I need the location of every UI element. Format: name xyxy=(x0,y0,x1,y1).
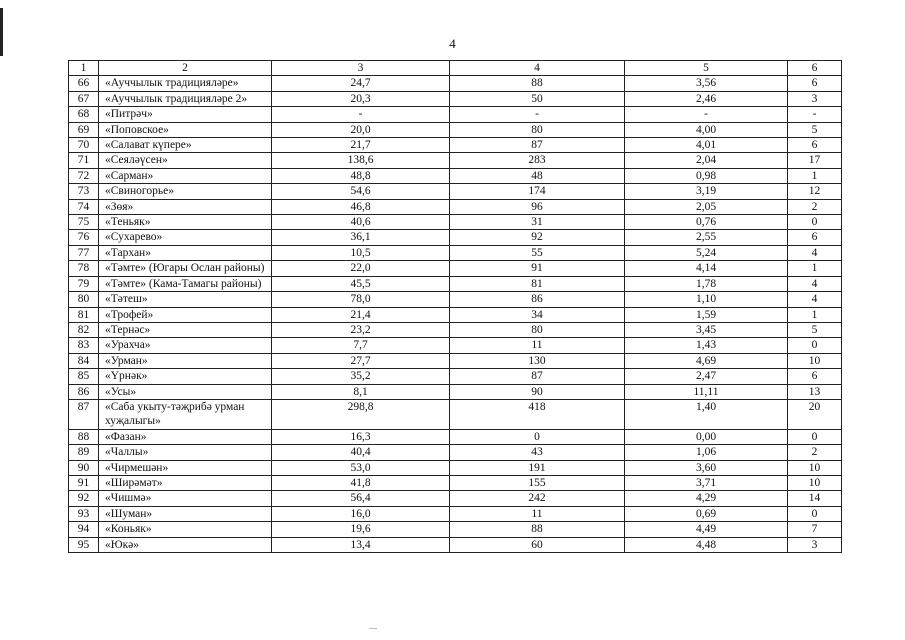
row-value-5: 2,46 xyxy=(625,91,788,106)
row-number: 89 xyxy=(69,445,99,460)
row-value-5: 4,49 xyxy=(625,522,788,537)
column-header-4: 4 xyxy=(450,61,625,76)
row-value-5: 4,00 xyxy=(625,122,788,137)
row-value-4: 80 xyxy=(450,322,625,337)
row-value-6: 0 xyxy=(788,506,842,521)
row-number: 71 xyxy=(69,153,99,168)
row-number: 67 xyxy=(69,91,99,106)
row-value-4: 91 xyxy=(450,261,625,276)
row-name: «Саба укыту-тәҗрибә урман хуҗалыгы» xyxy=(99,399,272,429)
row-value-6: 7 xyxy=(788,522,842,537)
row-value-3: 8,1 xyxy=(272,384,450,399)
table-row xyxy=(69,276,842,291)
row-value-6: 2 xyxy=(788,445,842,460)
row-value-3: 53,0 xyxy=(272,460,450,475)
row-number: 75 xyxy=(69,215,99,230)
row-value-5: 4,69 xyxy=(625,353,788,368)
row-name: «Сарман» xyxy=(99,168,272,183)
row-value-6: 17 xyxy=(788,153,842,168)
table-row xyxy=(69,199,842,214)
row-value-6: 0 xyxy=(788,338,842,353)
row-number: 86 xyxy=(69,384,99,399)
row-number: 93 xyxy=(69,506,99,521)
row-number: 90 xyxy=(69,460,99,475)
row-value-6: 12 xyxy=(788,184,842,199)
row-name: «Теньяк» xyxy=(99,215,272,230)
table-row xyxy=(69,353,842,368)
row-value-5: 0,98 xyxy=(625,168,788,183)
row-value-5: 1,06 xyxy=(625,445,788,460)
row-value-3: 23,2 xyxy=(272,322,450,337)
row-value-3: 40,4 xyxy=(272,445,450,460)
row-value-6: 13 xyxy=(788,384,842,399)
table-row xyxy=(69,76,842,91)
row-value-6: 6 xyxy=(788,230,842,245)
row-value-4: 88 xyxy=(450,76,625,91)
row-value-4: 90 xyxy=(450,384,625,399)
scan-dot-mark xyxy=(369,628,377,629)
row-value-4: 130 xyxy=(450,353,625,368)
row-value-3: 13,4 xyxy=(272,537,450,552)
row-value-6: 1 xyxy=(788,261,842,276)
row-value-6: 6 xyxy=(788,138,842,153)
row-value-6: 3 xyxy=(788,537,842,552)
table-row xyxy=(69,245,842,260)
row-value-4: 242 xyxy=(450,491,625,506)
row-name: «Салават күпере» xyxy=(99,138,272,153)
table-row xyxy=(69,122,842,137)
row-value-3: 24,7 xyxy=(272,76,450,91)
row-value-3: 16,3 xyxy=(272,429,450,444)
row-value-5: 0,76 xyxy=(625,215,788,230)
row-value-4: 43 xyxy=(450,445,625,460)
row-number: 92 xyxy=(69,491,99,506)
row-number: 80 xyxy=(69,292,99,307)
row-value-3: - xyxy=(272,107,450,122)
page-number: 4 xyxy=(449,36,456,51)
table-row xyxy=(69,506,842,521)
row-value-6: 5 xyxy=(788,122,842,137)
row-value-5: 4,01 xyxy=(625,138,788,153)
table-row xyxy=(69,445,842,460)
row-value-4: 92 xyxy=(450,230,625,245)
row-value-3: 48,8 xyxy=(272,168,450,183)
row-value-4: 174 xyxy=(450,184,625,199)
row-value-4: 80 xyxy=(450,122,625,137)
row-name: «Урахча» xyxy=(99,338,272,353)
row-name: «Сухарево» xyxy=(99,230,272,245)
row-number: 85 xyxy=(69,369,99,384)
row-number: 84 xyxy=(69,353,99,368)
row-number: 83 xyxy=(69,338,99,353)
row-value-4: 86 xyxy=(450,292,625,307)
table-row xyxy=(69,261,842,276)
row-value-4: 191 xyxy=(450,460,625,475)
table-row xyxy=(69,384,842,399)
row-number: 79 xyxy=(69,276,99,291)
row-name: «Урман» xyxy=(99,353,272,368)
row-name: «Юкә» xyxy=(99,537,272,552)
row-name: «Ауччылык традицияләре 2» xyxy=(99,91,272,106)
row-name: «Шуман» xyxy=(99,506,272,521)
table-row xyxy=(69,168,842,183)
row-value-5: 0,00 xyxy=(625,429,788,444)
table-body xyxy=(69,76,842,553)
row-value-6: 4 xyxy=(788,292,842,307)
row-value-3: 36,1 xyxy=(272,230,450,245)
row-value-5: 1,10 xyxy=(625,292,788,307)
row-value-3: 21,4 xyxy=(272,307,450,322)
row-name: «Тәмте» (Кама-Тамагы районы) xyxy=(99,276,272,291)
table-row xyxy=(69,429,842,444)
row-value-3: 20,3 xyxy=(272,91,450,106)
row-value-6: 5 xyxy=(788,322,842,337)
row-value-5: 2,55 xyxy=(625,230,788,245)
table-row xyxy=(69,215,842,230)
row-value-3: 40,6 xyxy=(272,215,450,230)
column-header-6: 6 xyxy=(788,61,842,76)
row-value-4: 34 xyxy=(450,307,625,322)
row-value-4: 88 xyxy=(450,522,625,537)
row-value-3: 56,4 xyxy=(272,491,450,506)
row-value-5: 1,40 xyxy=(625,399,788,429)
row-number: 74 xyxy=(69,199,99,214)
row-value-4: 11 xyxy=(450,506,625,521)
row-value-3: 298,8 xyxy=(272,399,450,429)
table-row xyxy=(69,91,842,106)
row-value-6: 10 xyxy=(788,460,842,475)
column-header-5: 5 xyxy=(625,61,788,76)
row-value-6: 1 xyxy=(788,307,842,322)
row-value-3: 10,5 xyxy=(272,245,450,260)
table-row xyxy=(69,230,842,245)
row-value-3: 138,6 xyxy=(272,153,450,168)
row-value-6: 14 xyxy=(788,491,842,506)
row-value-6: 3 xyxy=(788,91,842,106)
row-value-5: 1,78 xyxy=(625,276,788,291)
row-name: «Свиногорье» xyxy=(99,184,272,199)
row-value-5: 2,04 xyxy=(625,153,788,168)
row-number: 70 xyxy=(69,138,99,153)
row-value-5: 4,48 xyxy=(625,537,788,552)
row-value-4: 55 xyxy=(450,245,625,260)
row-value-4: 418 xyxy=(450,399,625,429)
row-value-4: 96 xyxy=(450,199,625,214)
table-header xyxy=(69,61,842,76)
row-value-5: 3,19 xyxy=(625,184,788,199)
row-number: 88 xyxy=(69,429,99,444)
table-row xyxy=(69,107,842,122)
row-value-5: 2,05 xyxy=(625,199,788,214)
row-value-6: 20 xyxy=(788,399,842,429)
row-value-5: 3,56 xyxy=(625,76,788,91)
table-row xyxy=(69,292,842,307)
row-number: 73 xyxy=(69,184,99,199)
row-number: 78 xyxy=(69,261,99,276)
row-name: «Ауччылык традицияләре» xyxy=(99,76,272,91)
row-name: «Тәмте» (Югары Ослан районы) xyxy=(99,261,272,276)
row-value-4: 0 xyxy=(450,429,625,444)
row-value-6: 4 xyxy=(788,245,842,260)
table-row xyxy=(69,307,842,322)
table-row xyxy=(69,491,842,506)
row-value-5: 5,24 xyxy=(625,245,788,260)
row-value-3: 54,6 xyxy=(272,184,450,199)
row-number: 94 xyxy=(69,522,99,537)
row-value-3: 22,0 xyxy=(272,261,450,276)
row-name: «Питрәч» xyxy=(99,107,272,122)
row-value-6: 6 xyxy=(788,369,842,384)
row-value-3: 78,0 xyxy=(272,292,450,307)
table-row xyxy=(69,399,842,429)
row-value-4: 283 xyxy=(450,153,625,168)
row-name: «Трофей» xyxy=(99,307,272,322)
row-value-6: 1 xyxy=(788,168,842,183)
row-name: «Поповское» xyxy=(99,122,272,137)
row-value-5: 11,11 xyxy=(625,384,788,399)
row-value-3: 46,8 xyxy=(272,199,450,214)
row-value-3: 7,7 xyxy=(272,338,450,353)
data-table xyxy=(68,60,842,553)
row-name: «Тернәс» xyxy=(99,322,272,337)
row-name: «Усы» xyxy=(99,384,272,399)
table-row xyxy=(69,460,842,475)
row-value-5: 4,29 xyxy=(625,491,788,506)
table-row xyxy=(69,322,842,337)
row-value-6: 10 xyxy=(788,353,842,368)
row-value-3: 16,0 xyxy=(272,506,450,521)
table-row xyxy=(69,522,842,537)
row-value-5: 0,69 xyxy=(625,506,788,521)
row-value-6: - xyxy=(788,107,842,122)
row-number: 66 xyxy=(69,76,99,91)
row-value-6: 10 xyxy=(788,475,842,490)
row-value-6: 0 xyxy=(788,215,842,230)
row-value-4: 87 xyxy=(450,138,625,153)
row-value-4: 81 xyxy=(450,276,625,291)
row-name: «Чаллы» xyxy=(99,445,272,460)
table-row xyxy=(69,138,842,153)
row-name: «Тархан» xyxy=(99,245,272,260)
row-value-4: 48 xyxy=(450,168,625,183)
row-value-6: 6 xyxy=(788,76,842,91)
row-number: 69 xyxy=(69,122,99,137)
row-value-3: 19,6 xyxy=(272,522,450,537)
row-number: 91 xyxy=(69,475,99,490)
column-header-3: 3 xyxy=(272,61,450,76)
row-name: «Үрнәк» xyxy=(99,369,272,384)
row-number: 81 xyxy=(69,307,99,322)
row-value-3: 27,7 xyxy=(272,353,450,368)
row-value-4: 50 xyxy=(450,91,625,106)
row-value-5: 3,71 xyxy=(625,475,788,490)
row-value-4: 155 xyxy=(450,475,625,490)
row-name: «Тәтеш» xyxy=(99,292,272,307)
row-number: 82 xyxy=(69,322,99,337)
row-name: «Зөя» xyxy=(99,199,272,214)
row-name: «Коньяк» xyxy=(99,522,272,537)
row-name: «Чирмешән» xyxy=(99,460,272,475)
row-number: 72 xyxy=(69,168,99,183)
table-row xyxy=(69,153,842,168)
row-value-3: 20,0 xyxy=(272,122,450,137)
row-value-5: 3,60 xyxy=(625,460,788,475)
row-number: 95 xyxy=(69,537,99,552)
table-row xyxy=(69,537,842,552)
row-value-4: 11 xyxy=(450,338,625,353)
row-name: «Сеяләүсен» xyxy=(99,153,272,168)
row-number: 77 xyxy=(69,245,99,260)
table-row xyxy=(69,475,842,490)
row-number: 68 xyxy=(69,107,99,122)
row-number: 76 xyxy=(69,230,99,245)
row-value-5: 2,47 xyxy=(625,369,788,384)
row-value-6: 2 xyxy=(788,199,842,214)
row-value-5: 3,45 xyxy=(625,322,788,337)
row-value-6: 0 xyxy=(788,429,842,444)
row-value-5: 1,43 xyxy=(625,338,788,353)
row-value-5: - xyxy=(625,107,788,122)
column-header-1: 1 xyxy=(69,61,99,76)
row-value-4: 60 xyxy=(450,537,625,552)
table-row xyxy=(69,184,842,199)
row-number: 87 xyxy=(69,399,99,429)
row-value-4: - xyxy=(450,107,625,122)
row-value-6: 4 xyxy=(788,276,842,291)
row-value-3: 41,8 xyxy=(272,475,450,490)
row-name: «Фазан» xyxy=(99,429,272,444)
table-row xyxy=(69,338,842,353)
row-value-3: 45,5 xyxy=(272,276,450,291)
row-value-5: 1,59 xyxy=(625,307,788,322)
row-value-3: 21,7 xyxy=(272,138,450,153)
row-name: «Чишмә» xyxy=(99,491,272,506)
column-header-2: 2 xyxy=(99,61,272,76)
row-value-4: 31 xyxy=(450,215,625,230)
row-value-4: 87 xyxy=(450,369,625,384)
row-name: «Ширәмәт» xyxy=(99,475,272,490)
table-row xyxy=(69,369,842,384)
header-row xyxy=(69,61,842,76)
row-value-3: 35,2 xyxy=(272,369,450,384)
row-value-5: 4,14 xyxy=(625,261,788,276)
